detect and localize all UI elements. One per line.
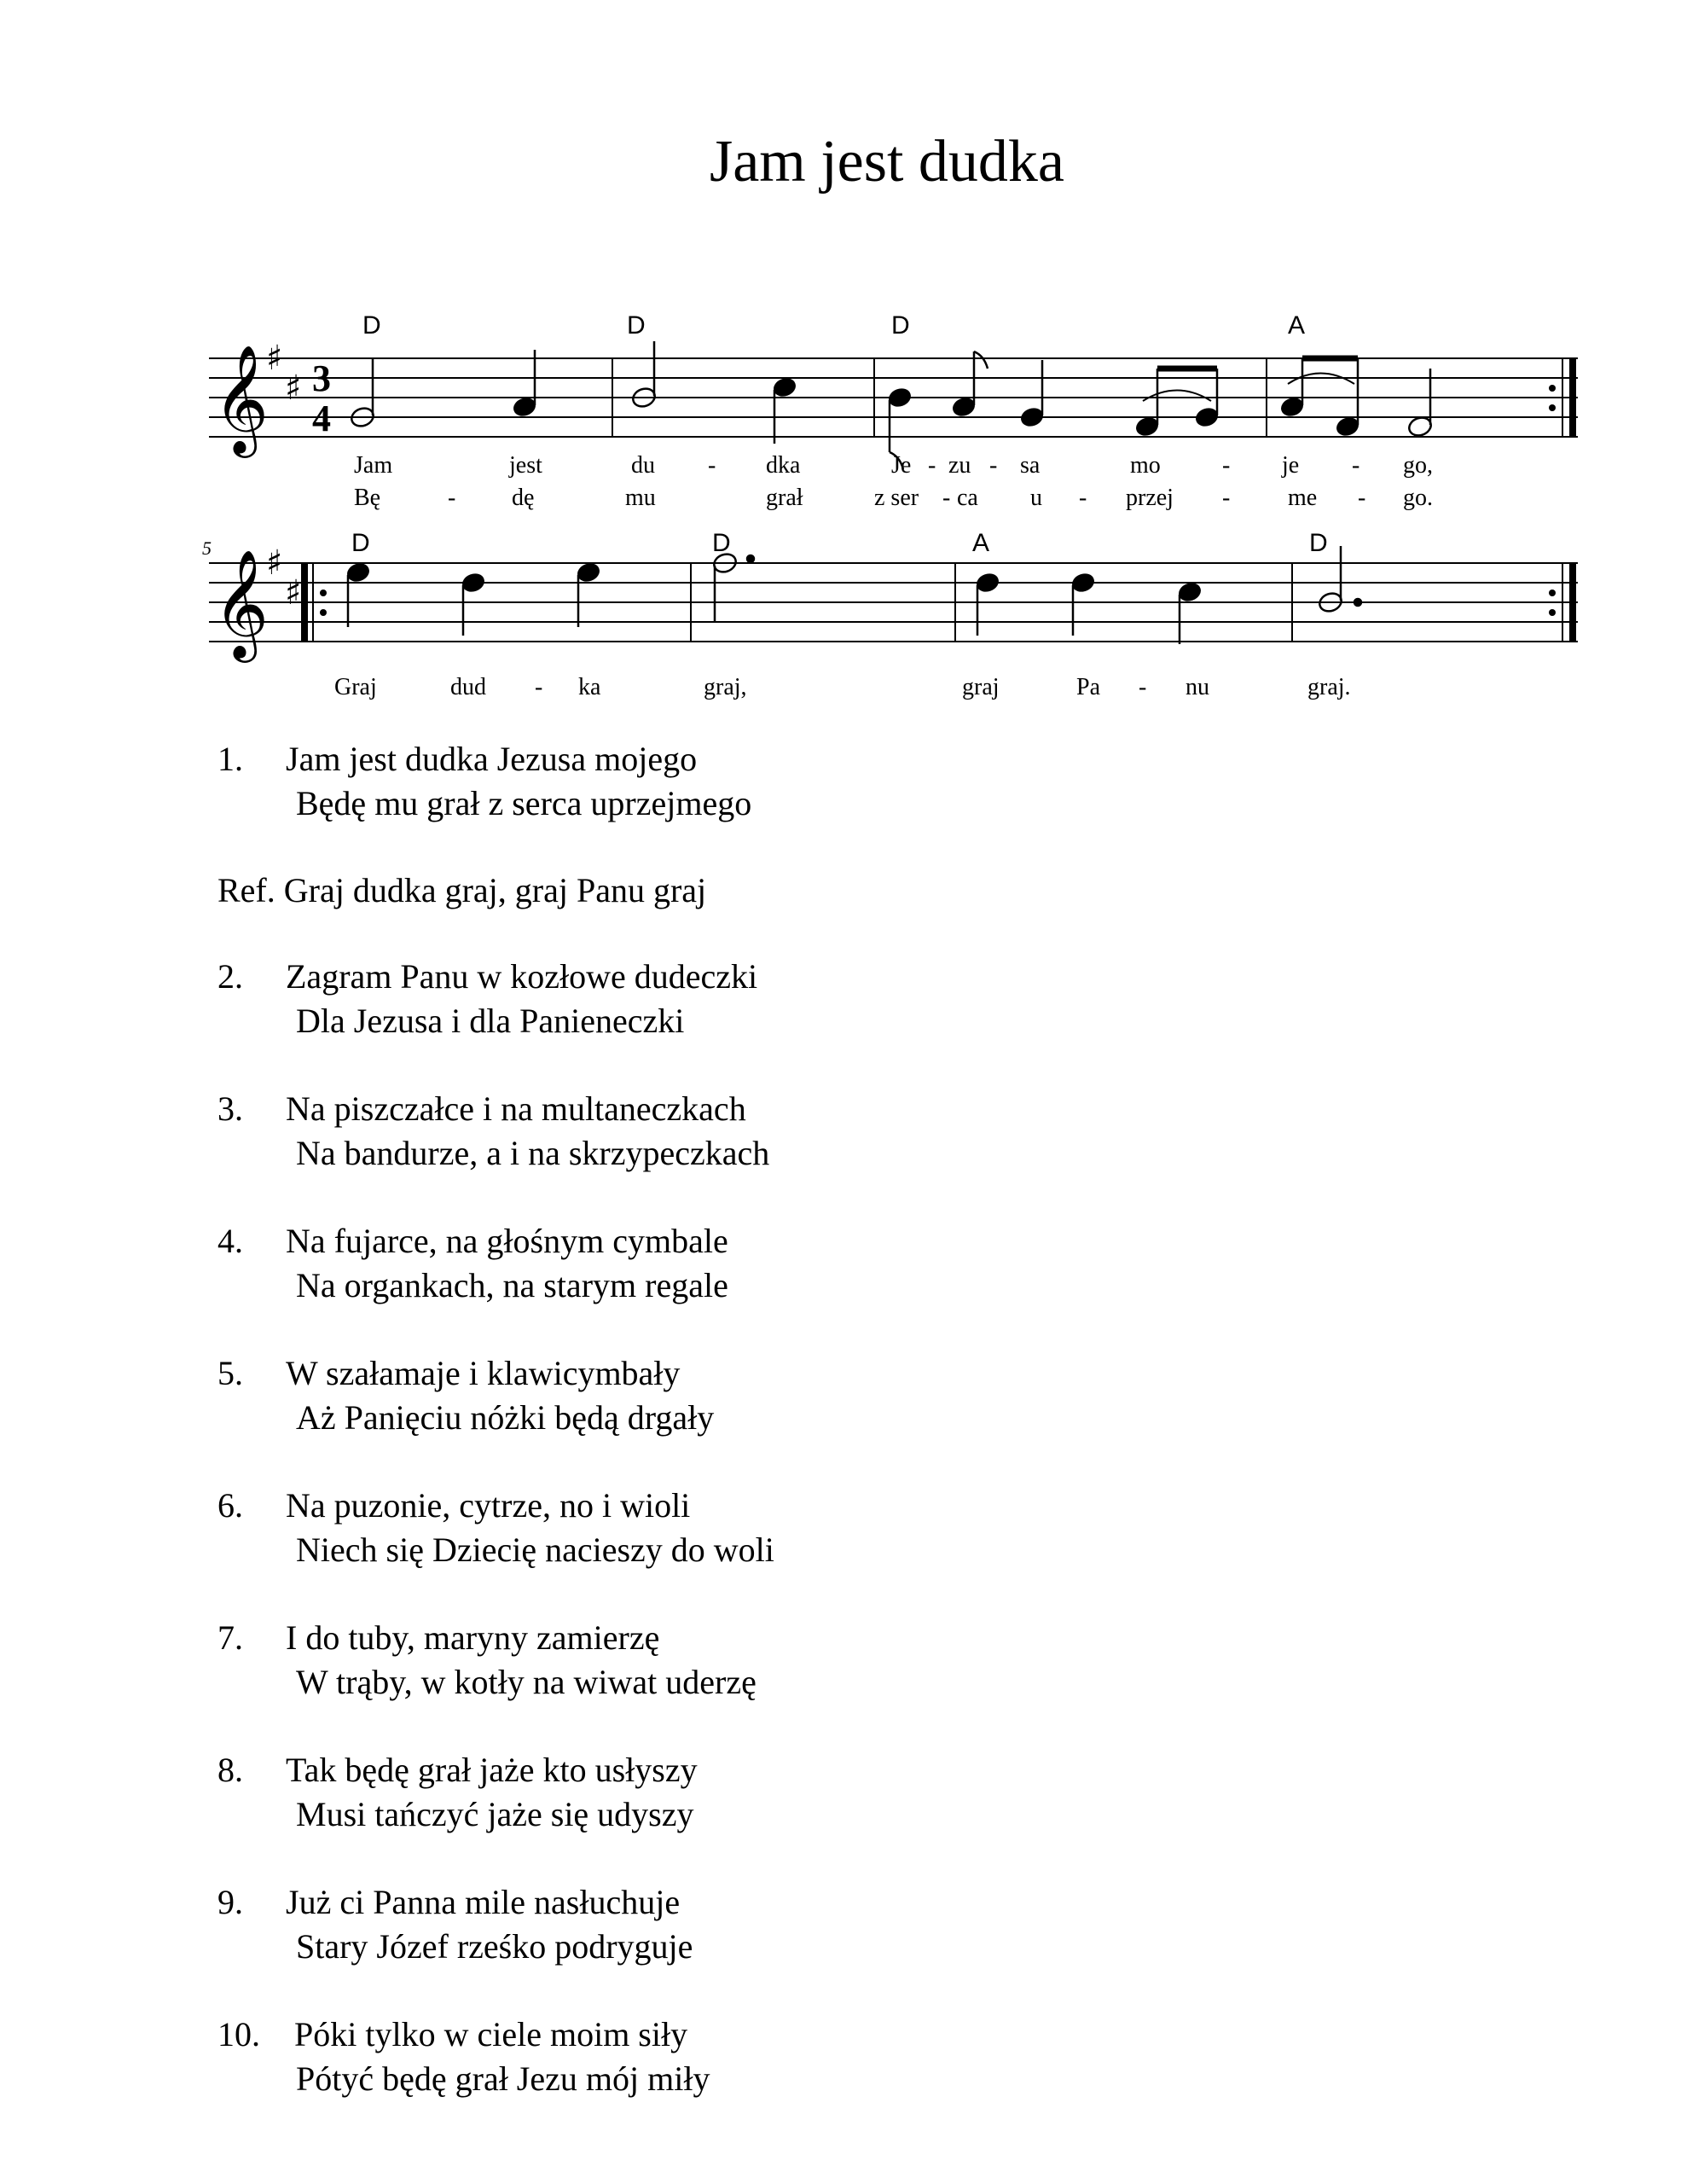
chord-symbol: D: [362, 311, 381, 340]
lyric-syllable: Je: [891, 452, 912, 479]
lyric-syllable: ka: [578, 674, 601, 700]
music-score: [0, 0, 1687, 725]
lyric-syllable: z ser: [874, 485, 919, 511]
verse-line: Musi tańczyć jaże się udyszy: [296, 1795, 694, 1833]
lyric-syllable: jest: [509, 452, 542, 479]
verse-10: [217, 2013, 710, 2101]
lyric-syllable: grał: [766, 485, 803, 511]
verse-number: 2.: [217, 957, 243, 996]
repeat-dot: [320, 590, 327, 596]
chord-symbol: A: [972, 529, 990, 557]
lyric-syllable: graj: [962, 674, 1000, 700]
verse-4: [217, 1219, 728, 1308]
time-signature: [312, 357, 331, 439]
lyric-syllable: Jam: [354, 452, 393, 479]
chord-symbol: D: [351, 529, 370, 557]
lyric-syllable: go.: [1403, 485, 1433, 511]
lyric-syllable: graj,: [704, 674, 747, 700]
verse-line: I do tuby, maryny zamierzę: [286, 1618, 660, 1657]
key-signature: [266, 339, 301, 613]
measure-number: 5: [202, 537, 212, 559]
verse-number: 1.: [217, 740, 243, 778]
svg-text:♯: ♯: [285, 573, 302, 613]
verse-line: Na piszczałce i na multaneczkach: [286, 1089, 746, 1128]
verse-1: [217, 737, 751, 826]
lyric-syllable: -: [942, 485, 951, 511]
verse-line: Na puzonie, cytrze, no i wioli: [286, 1486, 691, 1525]
verse-2: [217, 955, 757, 1043]
refrain: Ref. Graj dudka graj, graj Panu graj: [217, 871, 707, 909]
verse-line: Stary Józef rześko podryguje: [296, 1927, 693, 1966]
svg-text:♯: ♯: [285, 369, 302, 408]
lyric-syllable: -: [708, 452, 716, 479]
chord-symbol: D: [1309, 529, 1328, 557]
verse-line: Jam jest dudka Jezusa mojego: [286, 740, 698, 778]
verse-3: [217, 1087, 769, 1176]
verse-line: Aż Panięciu nóżki będą drgały: [296, 1398, 715, 1437]
time-signature-denominator: 4: [312, 398, 331, 439]
verse-line: Będę mu grał z serca uprzejmego: [296, 784, 752, 822]
chord-symbol: A: [1288, 311, 1306, 340]
treble-clef-icon: 𝄞: [213, 344, 270, 453]
verse-line: Na organkach, na starym regale: [296, 1266, 728, 1304]
lyric-syllable: du: [631, 452, 655, 479]
verse-number: 9.: [217, 1883, 243, 1921]
lyric-syllable: -: [1139, 674, 1147, 700]
verse-number: 10.: [217, 2015, 260, 2053]
chord-symbol: D: [712, 529, 731, 557]
verse-number: 3.: [217, 1089, 243, 1128]
chord-symbol: D: [891, 311, 910, 340]
lyric-syllable: -: [928, 452, 936, 479]
repeat-dot: [1549, 609, 1556, 616]
svg-text:♯: ♯: [266, 339, 283, 378]
lyric-syllable: Graj: [334, 674, 377, 700]
treble-clef-icon: 𝄞: [213, 549, 270, 658]
repeat-dot: [320, 609, 327, 616]
verse-6: [217, 1484, 774, 1572]
repeat-dot: [1549, 385, 1556, 392]
verse-line: Niech się Dziecię nacieszy do woli: [296, 1531, 774, 1569]
verse-number: 8.: [217, 1751, 243, 1789]
verse-9: [217, 1880, 693, 1969]
verse-line: Na fujarce, na głośnym cymbale: [286, 1222, 728, 1260]
verse-number: 4.: [217, 1222, 243, 1260]
verse-number: 6.: [217, 1486, 243, 1525]
verse-7: [217, 1616, 757, 1705]
lyric-syllable: sa: [1020, 452, 1041, 479]
lyric-syllable: me: [1288, 485, 1318, 511]
lyric-syllable: -: [1222, 452, 1231, 479]
lyric-syllable: -: [1079, 485, 1087, 511]
lyric-syllable: je: [1282, 452, 1300, 479]
time-signature-numerator: 3: [312, 357, 331, 399]
verse-line: Już ci Panna mile nasłuchuje: [286, 1883, 681, 1921]
lyric-syllable: zu: [948, 452, 971, 479]
chord-symbol: D: [627, 311, 646, 340]
notes-2: [346, 546, 1361, 644]
svg-text:♯: ♯: [266, 543, 283, 583]
lyric-syllable: go,: [1403, 452, 1433, 479]
lyric-syllable: mo: [1130, 452, 1161, 479]
lyric-syllable: -: [1222, 485, 1231, 511]
lyric-syllable: dę: [512, 485, 535, 511]
lyric-syllable: dud: [450, 674, 486, 700]
repeat-dot: [1549, 404, 1556, 411]
lyric-syllable: -: [1352, 452, 1360, 479]
page-title: Jam jest dudka: [709, 129, 1065, 195]
lyric-syllable: -: [535, 674, 543, 700]
verse-line: Zagram Panu w kozłowe dudeczki: [286, 957, 758, 996]
verse-line: Dla Jezusa i dla Panieneczki: [296, 1002, 685, 1040]
lyric-syllable: -: [448, 485, 456, 511]
lyric-syllable: Bę: [354, 485, 381, 511]
lyric-syllable: Pa: [1076, 674, 1100, 700]
verse-number: 5.: [217, 1354, 243, 1392]
verse-8: [217, 1748, 698, 1837]
verse-line: W trąby, w kotły na wiwat uderzę: [296, 1663, 757, 1701]
verse-5: [217, 1351, 714, 1440]
verse-line: Na bandurze, a i na skrzypeczkach: [296, 1134, 770, 1172]
lyric-syllable: -: [989, 452, 998, 479]
lyric-syllable: mu: [625, 485, 656, 511]
repeat-dot: [1549, 590, 1556, 596]
lyric-syllable: graj.: [1307, 674, 1351, 700]
lyric-syllable: ca: [957, 485, 978, 511]
staff-2: [209, 563, 1578, 642]
lyric-syllable: -: [1358, 485, 1366, 511]
notes-1: [349, 341, 1433, 469]
lyric-syllable: przej: [1126, 485, 1174, 511]
verse-line: W szałamaje i klawicymbały: [286, 1354, 681, 1392]
verse-number: 7.: [217, 1618, 243, 1657]
lyric-syllable: dka: [766, 452, 801, 479]
lyric-syllable: u: [1030, 485, 1042, 511]
verse-line: Póki tylko w ciele moim siły: [286, 2015, 688, 2053]
verse-line: Tak będę grał jaże kto usłyszy: [286, 1751, 698, 1789]
lyric-syllable: nu: [1186, 674, 1209, 700]
verse-line: Pótyć będę grał Jezu mój miły: [296, 2059, 710, 2098]
